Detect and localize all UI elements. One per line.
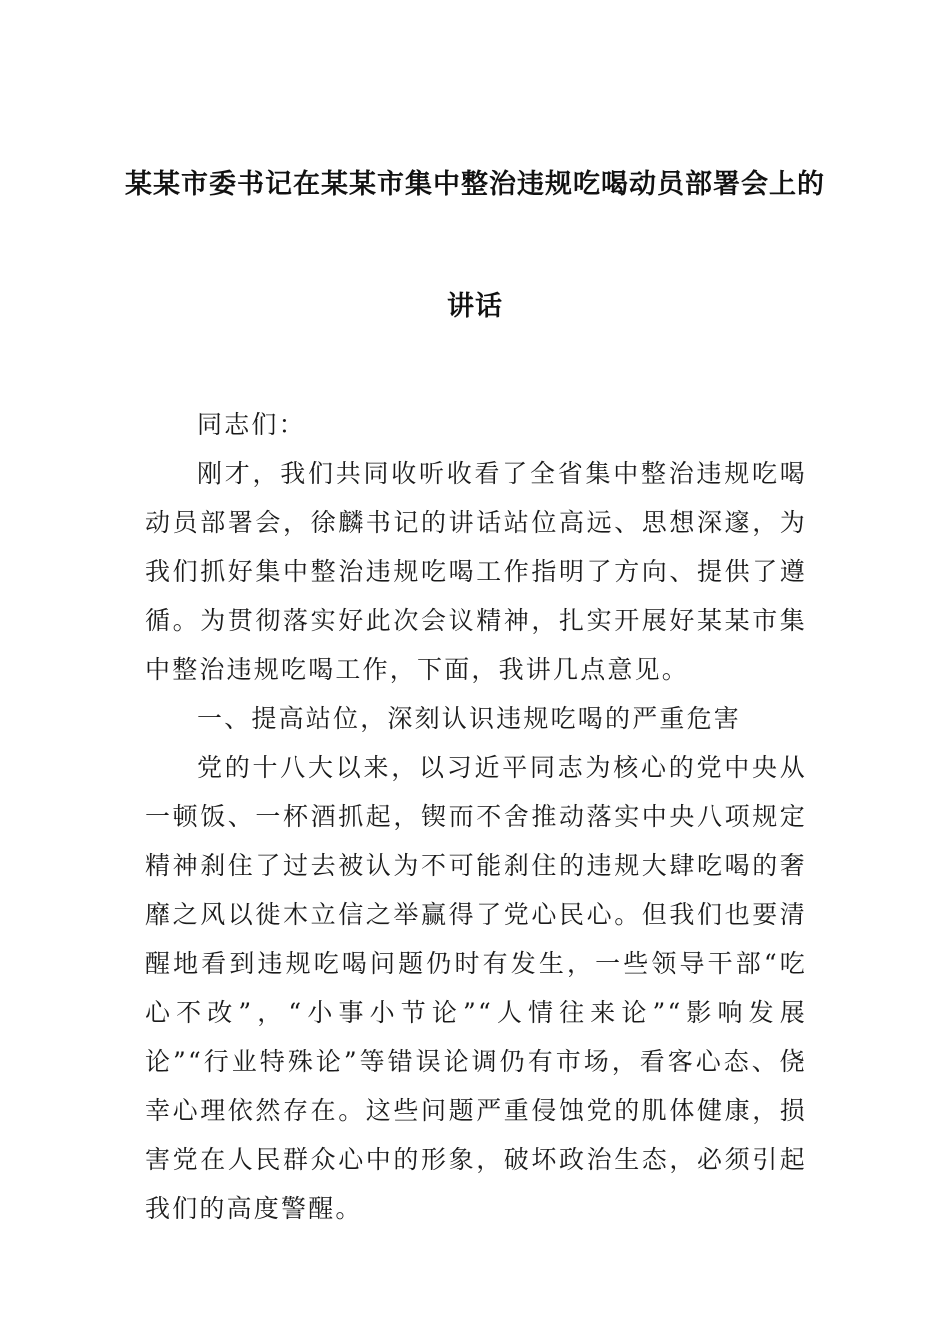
section-heading-1: 一、提高站位，深刻认识违规吃喝的严重危害 (197, 704, 742, 733)
paragraph-intro: 刚才，我们共同收听收看了全省集中整治违规吃喝动员部署会，徐麟书记的讲话站位高远、思想深邃，为我们抓好集中整治违规吃喝工作指明了方向、提供了遵循。为贯彻落实好此次会议精神，扎实开展好某某市集中整治违规吃喝工作，下面，我讲几点意见。 (145, 459, 807, 684)
document-body (145, 400, 807, 1233)
salutation: 同志们： (197, 410, 306, 439)
paragraph-section-1: 党的十八大以来，以习近平同志为核心的党中央从一顿饭、一杯酒抓起，锲而不舍推动落实中央八项规定精神刹住了过去被认为不可能刹住的违规大肆吃喝的奢靡之风以徙木立信之举赢得了党心民心。但我们也要清醒地看到违规吃喝问题仍时有发生，一些领导干部“吃心不改”，“小事小节论”“人情往来论”“影响发展论”“行业特殊论”等错误论调仍有市场，看客心态、侥幸心理依然存在。这些问题严重侵蚀党的肌体健康，损害党在人民群众心中的形象，破坏政治生态，必须引起我们的高度警醒。 (145, 753, 807, 1223)
document-title-line-2: 讲话 (447, 291, 503, 322)
document-title-line-1: 某某市委书记在某某市集中整治违规吃喝动员部署会上的 (125, 169, 825, 200)
